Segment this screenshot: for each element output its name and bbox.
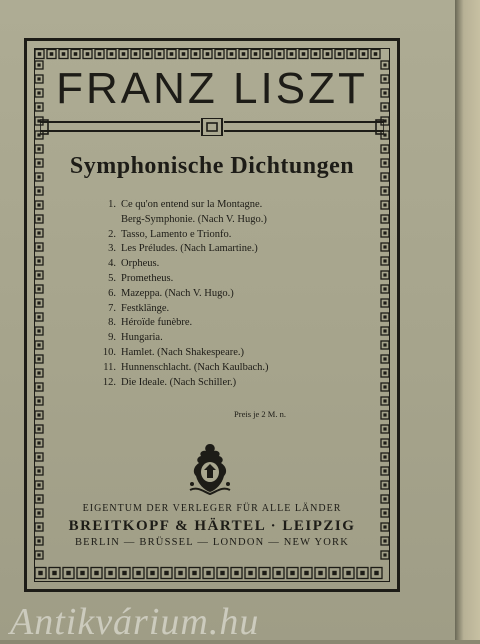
publisher-cities: BERLIN — BRÜSSEL — LONDON — NEW YORK [74,537,350,548]
price-note: Preis je 2 M. n. [234,409,286,419]
work-item: 11. Hunnenschlacht. (Nach Kaulbach.) [103,361,269,373]
works-list [96,198,396,390]
work-item: 5. Prometheus. [108,272,174,284]
ownership-notice: EIGENTUM DER VERLEGER FÜR ALLE LÄNDER [82,503,342,514]
collection-title: Symphonische Dichtungen [69,153,355,179]
publisher-block [40,502,384,550]
work-item: 10. Hamlet. (Nach Shakespeare.) [102,346,245,358]
watermark: Antikvárium.hu [10,601,260,643]
greek-key-border-top [34,48,390,60]
work-item: 1. Ce qu'on entend sur la Montagne. [108,199,263,210]
work-item: 8. Héroïde funèbre. [108,317,193,329]
work-item: 3. Les Préludes. (Nach Lamartine.) [108,243,258,255]
publisher-name: BREITKOPF & HÄRTEL · LEIPZIG [68,518,356,534]
work-item: 9. Hungaria. [108,332,163,344]
work-item: 6. Mazeppa. (Nach V. Hugo.) [108,287,234,299]
work-item: 12. Die Ideale. (Nach Schiller.) [102,376,237,388]
work-item: 7. Festklänge. [108,302,170,314]
publisher-emblem-icon [180,440,240,498]
title-divider [40,118,384,136]
work-item: 2. Tasso, Lamento e Trionfo. [108,228,232,240]
page-edge [455,0,480,640]
work-item-continuation: Berg-Symphonie. (Nach V. Hugo.) [121,213,267,225]
greek-key-border-bottom [34,566,390,580]
composer-name: FRANZ LISZT [56,64,368,113]
work-item: 4. Orpheus. [108,258,160,270]
